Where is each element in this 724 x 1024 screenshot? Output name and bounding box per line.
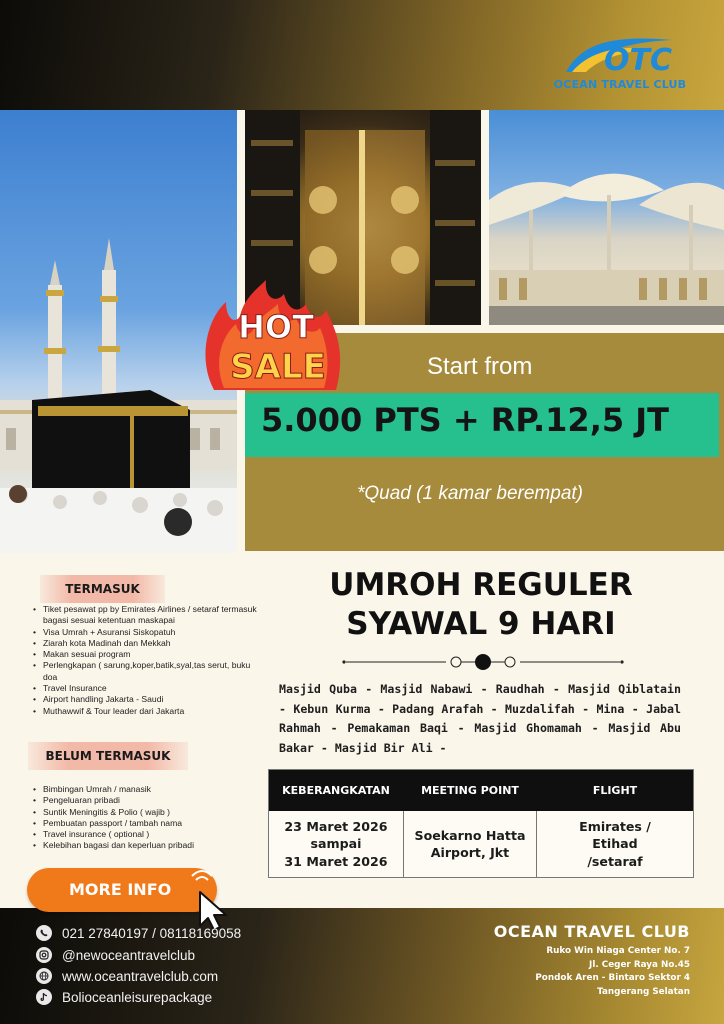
room-note: *Quad (1 kamar berempat) — [357, 483, 583, 504]
price-value: 5.000 PTS + RP.12,5 JT — [261, 401, 669, 439]
cell-flight — [537, 811, 693, 877]
flight-line-1: Emirates / — [579, 818, 651, 834]
start-from-label: Start from — [427, 353, 533, 380]
departure-start: 23 Maret 2026 — [284, 818, 388, 834]
more-info-button[interactable]: MORE INFO — [27, 868, 217, 912]
flight-line-2: Etihad — [592, 836, 638, 852]
tiktok-text: Bolioceanleisurepackage — [62, 989, 213, 1005]
ornament-divider — [342, 652, 624, 672]
whatsapp-icon — [36, 925, 52, 941]
address-line-3: Pondok Aren - Bintaro Sektor 4 — [535, 973, 690, 984]
list-item: • Ziarah kota Madinah dan Mekkah — [32, 638, 264, 649]
destinations-text: Masjid Quba - Masjid Nabawi - Raudhah - Masjid Qiblatain - Kebun Kurma - Padang Arafah - Muzdalifah - Mina - Jabal Rahmah - Pemakaman Baqi - Masjid Ghomamah - Masjid Abu Bakar - Masjid Bir Ali - — [279, 682, 681, 755]
flight-line-3: /setaraf — [587, 853, 643, 869]
list-item: • Perlengkapan ( sarung,koper,batik,syal,tas serut, buku doa — [32, 660, 264, 683]
schedule-table — [268, 769, 694, 878]
contact-instagram[interactable] — [36, 946, 195, 964]
package-title — [268, 566, 694, 644]
included-list — [32, 604, 264, 717]
header-flight: FLIGHT — [537, 770, 693, 811]
address-line-4: Tangerang Selatan — [597, 987, 690, 998]
phone-text: 021 27840197 / 08118169058 — [62, 925, 242, 941]
cell-departure — [269, 811, 403, 877]
list-item: • Makan sesuai program — [32, 649, 264, 660]
umbrellas-illustration — [489, 110, 724, 325]
list-item: • Airport handling Jakarta - Saudi — [32, 694, 264, 705]
included-heading: TERMASUK — [40, 575, 165, 603]
instagram-text: @newoceantravelclub — [62, 947, 196, 963]
brand-logo[interactable] — [540, 32, 700, 98]
list-item: • Kelebihan bagasi dan keperluan pribadi — [32, 840, 264, 851]
meeting-line-2: Airport, Jkt — [430, 845, 510, 860]
contact-website[interactable] — [36, 967, 218, 985]
header-departure: KEBERANGKATAN — [269, 770, 403, 811]
sale-label: SALE — [230, 347, 326, 387]
office-address — [535, 945, 690, 1000]
logo-letters: OTC — [604, 43, 672, 76]
departure-end: 31 Maret 2026 — [284, 853, 388, 869]
list-item: • Pengeluaran pribadi — [32, 795, 264, 806]
title-line-2: SYAWAL 9 HARI — [346, 606, 616, 642]
list-item: • Pembuatan passport / tambah nama — [32, 818, 264, 829]
address-line-1: Ruko Win Niaga Center No. 7 — [546, 946, 690, 956]
flame-icon — [196, 280, 356, 400]
globe-icon — [36, 968, 52, 984]
header-meeting-point: MEETING POINT — [403, 770, 537, 811]
price-bar — [245, 393, 719, 457]
hot-label: HOT — [238, 308, 314, 346]
list-item: • Visa Umrah + Asuransi Siskopatuh — [32, 627, 264, 638]
list-item: • Travel Insurance — [32, 683, 264, 694]
list-item: • Suntik Meningitis & Polio ( wajib ) — [32, 807, 264, 818]
list-item: • Muthawwif & Tour leader dari Jakarta — [32, 706, 264, 717]
meeting-line-1: Soekarno Hatta — [414, 827, 526, 843]
cell-meeting-point — [403, 811, 537, 877]
list-item: • Travel insurance ( optional ) — [32, 829, 264, 840]
tiktok-icon — [36, 989, 52, 1005]
list-item: • Tiket pesawat pp by Emirates Airlines / setaraf termasuk bagasi sesuai ketentuan maskapai — [32, 604, 264, 627]
excluded-heading: BELUM TERMASUK — [28, 742, 188, 770]
contact-phone[interactable] — [36, 924, 241, 942]
address-line-2: Jl. Ceger Raya No.45 — [589, 959, 690, 970]
logo-brand-name: OCEAN TRAVEL CLUB — [553, 78, 687, 91]
contact-tiktok[interactable] — [36, 988, 212, 1006]
hot-sale-badge — [196, 280, 356, 400]
cursor-click-icon — [184, 870, 234, 932]
website-text: www.oceantravelclub.com — [62, 968, 219, 984]
photo-nabawi-umbrellas — [489, 110, 724, 325]
instagram-icon — [36, 947, 52, 963]
otc-logo-icon — [564, 32, 676, 76]
footer-brand-name: OCEAN TRAVEL CLUB — [493, 922, 690, 941]
title-line-1: UMROH REGULER — [329, 567, 633, 603]
excluded-list — [32, 784, 264, 852]
departure-sep: sampai — [310, 836, 362, 852]
list-item: • Bimbingan Umrah / manasik — [32, 784, 264, 795]
